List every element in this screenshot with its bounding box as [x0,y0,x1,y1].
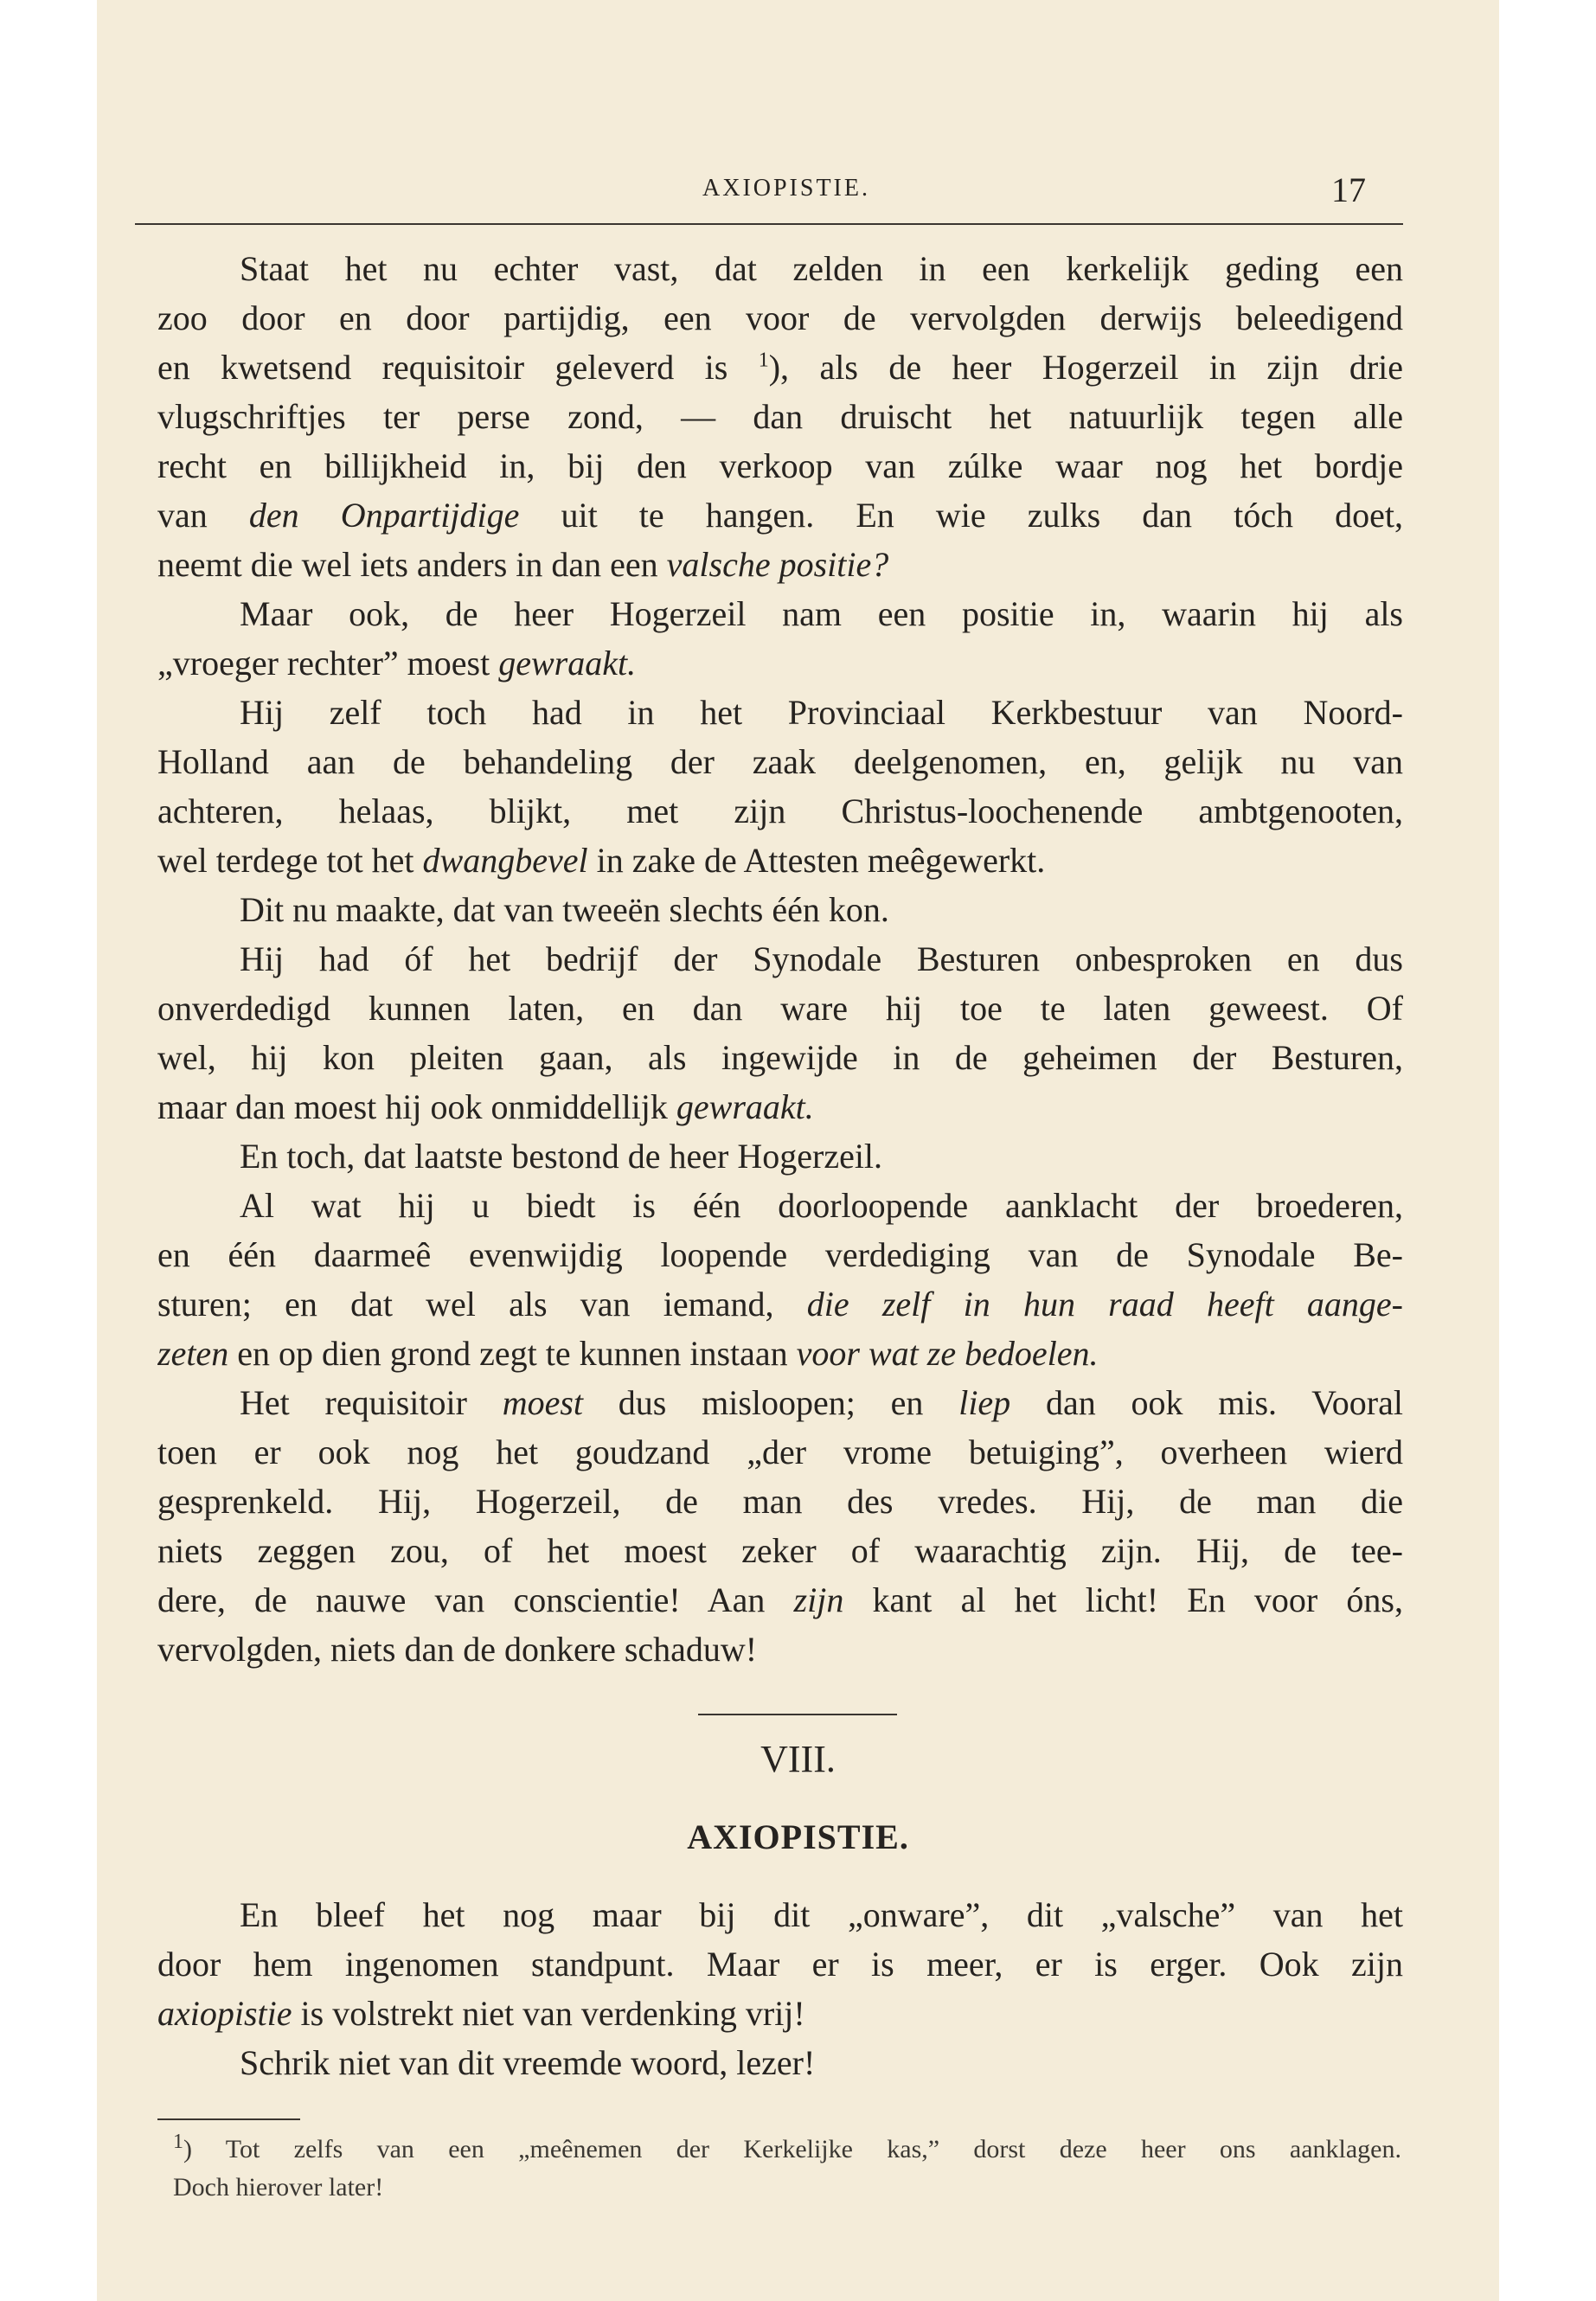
italic-run: den Onpartijdige [248,496,520,535]
text-line: Maar ook, de heer Hogerzeil nam een positie in, waarin hij als [240,594,1403,633]
text-run: en op dien grond zegt te kunnen instaan [228,1334,797,1373]
running-title: AXIOPISTIE. [702,175,870,202]
paragraph [157,688,1403,885]
text-line: Schrik niet van dit vreemde woord, lezer! [240,2043,816,2082]
italic-run: die zelf in hun raad heeft aange- [806,1285,1403,1324]
chapter-title: AXIOPISTIE. [687,1817,909,1856]
text-run: en kwetsend requisitoir geleverd is [157,348,759,387]
text-run: „vroeger rechter” moest [157,644,499,683]
text-line: gesprenkeld. Hij, Hogerzeil, de man des vredes. Hij, de man die [157,1482,1403,1521]
section-divider [698,1714,897,1715]
italic-run: axiopistie [157,1994,292,2033]
text-line: Staat het nu echter vast, dat zelden in een kerkelijk geding een [240,249,1403,288]
footnotes [173,2131,1401,2207]
text-run: ), als de heer Hogerzeil in zijn drie [768,348,1403,387]
running-head [97,170,1499,213]
footnote-number: 1 [173,2131,183,2153]
left-margin [0,0,97,2301]
text-line: achteren, helaas, blijkt, met zijn Christus-loochenende ambtgenooten, [157,792,1403,830]
text-run: kant al het licht! En voor óns, [843,1580,1403,1619]
text-line [157,540,1403,589]
italic-run: valsche positie? [666,545,889,584]
paragraph [157,1378,1403,1674]
paragraph [157,2038,1403,2087]
text-line: toen er ook nog het goudzand „der vrome betuiging”, overheen wierd [157,1433,1403,1471]
text-line: vlugschriftjes ter perse zond, — dan druischt het natuurlijk tegen alle [157,397,1403,436]
text-line: Hij had óf het bedrijf der Synodale Besturen onbesproken en dus [240,939,1403,978]
italic-run: moest [502,1383,584,1422]
right-margin [1499,0,1596,2301]
italic-run: dwangbevel [422,841,588,880]
header-rule [135,223,1403,225]
text-run: is volstrekt niet van verdenking vrij! [292,1994,805,2033]
footnote-text: Doch hierover later! [173,2173,384,2202]
text-line: wel, hij kon pleiten gaan, als ingewijde in de geheimen der Besturen, [157,1038,1403,1077]
footnote-marker: 1 [758,349,769,372]
text-run: Het requisitoir [240,1383,503,1422]
text-line [157,343,1403,392]
text-line: door hem ingenomen standpunt. Maar er is meer, er is erger. Ook zijn [157,1945,1403,1984]
text-line [157,638,1403,688]
text-line: En toch, dat laatste bestond de heer Hogerzeil. [240,1137,883,1176]
text-line: Dit nu maakte, dat van tweeën slechts één kon. [240,890,889,929]
book-page [97,0,1499,2301]
paragraph [157,934,1403,1131]
text-line: onverdedigd kunnen laten, en dan ware hij toe te laten geweest. Of [157,989,1403,1028]
text-line: Holland aan de behandeling der zaak deelgenomen, en, gelijk nu van [157,742,1403,781]
text-run: sturen; en dat wel als van iemand, [157,1285,807,1324]
paragraph [157,1181,1403,1378]
text-line: Hij zelf toch had in het Provinciaal Kerkbestuur van Noord- [240,693,1403,732]
text-line [157,1989,1403,2038]
italic-run: liep [958,1383,1011,1422]
text-run: van [157,496,249,535]
italic-run: zijn [793,1580,844,1619]
text-line: recht en billijkheid in, bij den verkoop van zúlke waar nog het bordje [157,446,1403,485]
text-run: neemt die wel iets anders in dan een [157,545,667,584]
text-line: En bleef het nog maar bij dit „onware”, dit „valsche” van het [240,1895,1403,1934]
italic-run: voor wat ze bedoelen. [796,1334,1099,1373]
italic-run: gewraakt. [498,644,637,683]
text-run: uit te hangen. En wie zulks dan tóch doet, [519,496,1403,535]
text-line: vervolgden, niets dan de donkere schaduw! [157,1630,758,1669]
text-run: dus misloopen; en [583,1383,959,1422]
text-line: zoo door en door partijdig, een voor de vervolgden derwijs beleedigend [157,298,1403,337]
text-line [157,1082,1403,1131]
paragraph [157,1890,1403,2038]
text-line [157,1329,1403,1378]
paragraph [157,1131,1403,1181]
text-run: maar dan moest hij ook onmiddellijk [157,1087,676,1126]
text-line: niets zeggen zou, of het moest zeker of waarachtig zijn. Hij, de tee- [157,1531,1403,1570]
page-number: 17 [1331,170,1366,209]
text-line [157,490,1403,540]
italic-run: zeten [157,1334,229,1373]
paragraph [157,885,1403,934]
footnote-line [173,2169,1401,2207]
text-run: wel terdege tot het [157,841,423,880]
footnote-text: ) Tot zelfs van een „meênemen der Kerkelijke kas,” dorst deze heer ons aanklagen. [183,2135,1401,2163]
text-line: en één daarmeê evenwijdig loopende verdediging van de Synodale Be- [157,1235,1403,1274]
italic-run: gewraakt. [676,1087,814,1126]
footnote-rule [157,2118,300,2120]
text-line [157,1279,1403,1329]
text-line [157,1575,1403,1625]
chapter-numeral: VIII. [760,1738,836,1780]
paragraph [157,244,1403,589]
text-line: Al wat hij u biedt is één doorloopende aanklacht der broederen, [240,1186,1403,1225]
text-run: dere, de nauwe van conscientie! Aan [157,1580,794,1619]
paragraph [157,589,1403,688]
body-text-section-1 [157,244,1403,1674]
footnote-line [173,2131,1401,2169]
body-text-section-2 [157,1890,1403,2087]
text-run: dan ook mis. Vooral [1010,1383,1403,1422]
text-line [157,836,1403,885]
text-line [157,1378,1403,1427]
text-run: in zake de Attesten meêgewerkt. [587,841,1046,880]
